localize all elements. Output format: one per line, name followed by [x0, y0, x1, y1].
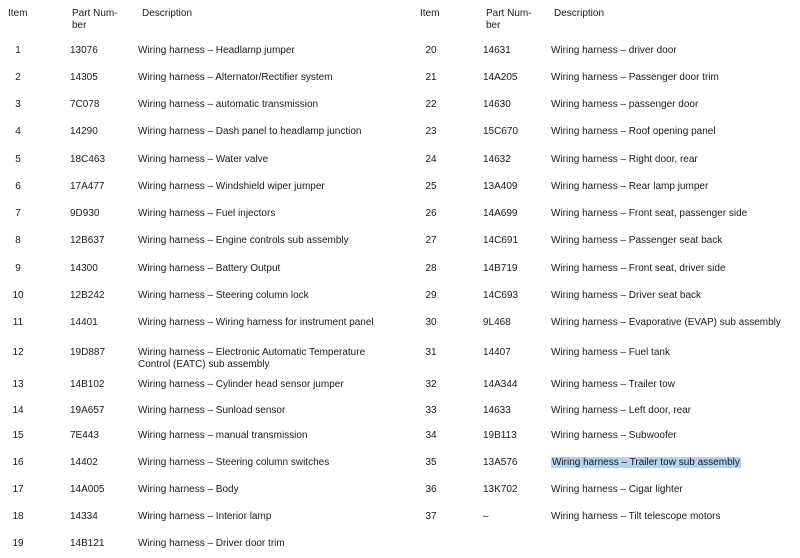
left-item-number: 12 [12, 347, 24, 358]
right-item-number: 34 [425, 430, 437, 441]
left-item-number: 7 [15, 208, 21, 219]
right-item-number: 30 [425, 317, 437, 328]
left-header-description: Description [142, 8, 193, 19]
left-description: Wiring harness – automatic transmission [138, 99, 319, 110]
right-description: Wiring harness – Tilt telescope motors [551, 511, 721, 522]
right-description: Wiring harness – driver door [551, 45, 677, 56]
left-item-number: 2 [15, 72, 21, 83]
right-item-number: 22 [425, 99, 437, 110]
right-item-number: 36 [425, 484, 437, 495]
right-header-item: Item [420, 8, 440, 19]
left-description: Wiring harness – Body [138, 484, 239, 495]
left-description: Wiring harness – Steering column lock [138, 290, 309, 301]
right-part-number: 14A344 [483, 379, 518, 390]
left-part-number: 14B102 [70, 379, 105, 390]
left-description: Wiring harness – Windshield wiper jumper [138, 181, 325, 192]
right-part-number: 14A205 [483, 72, 518, 83]
right-description: Wiring harness – Roof opening panel [551, 126, 716, 137]
right-part-number: 14630 [483, 99, 511, 110]
left-description: Wiring harness – Sunload sensor [138, 405, 286, 416]
right-item-number: 26 [425, 208, 437, 219]
selected-text-highlight: Wiring harness – Trailer tow sub assembly [552, 457, 740, 468]
left-header-part-number-line2: ber [72, 20, 87, 31]
left-item-number: 11 [12, 317, 24, 328]
right-item-number: 35 [425, 457, 437, 468]
left-description: Wiring harness – Wiring harness for instrument panel [138, 317, 374, 328]
left-description: Wiring harness – Headlamp jumper [138, 45, 295, 56]
right-part-number: 14632 [483, 154, 511, 165]
left-item-number: 5 [15, 154, 21, 165]
right-item-number: 25 [425, 181, 437, 192]
right-description: Wiring harness – Left door, rear [551, 405, 692, 416]
left-item-number: 15 [12, 430, 24, 441]
right-description: Wiring harness – Front seat, driver side [551, 263, 726, 274]
right-part-number: 14633 [483, 405, 511, 416]
left-part-number: 18C463 [70, 154, 106, 165]
left-description: Wiring harness – Driver door trim [138, 538, 285, 549]
right-header-part-number [486, 8, 532, 32]
right-part-number: 13A409 [483, 181, 518, 192]
left-part-number: 19A657 [70, 405, 105, 416]
right-item-number: 27 [425, 235, 437, 246]
right-description: Wiring harness – Evaporative (EVAP) sub assembly [551, 317, 781, 328]
right-description: Wiring harness – Rear lamp jumper [551, 181, 709, 192]
left-description: Wiring harness – Cylinder head sensor jumper [138, 379, 344, 390]
right-description: Wiring harness – Front seat, passenger side [551, 208, 748, 219]
left-item-number: 10 [12, 290, 24, 301]
right-part-number: 14C691 [483, 235, 519, 246]
right-item-number: 29 [425, 290, 437, 301]
left-header-part-number-line1: Part Num- [72, 8, 118, 19]
right-part-number: 14C693 [483, 290, 519, 301]
right-description: Wiring harness – Fuel tank [551, 347, 670, 358]
right-item-number: 33 [425, 405, 437, 416]
left-item-number: 16 [12, 457, 24, 468]
right-part-number: 14A699 [483, 208, 518, 219]
right-part-number: 15C670 [483, 126, 519, 137]
left-item-number: 13 [12, 379, 24, 390]
left-part-number: 14334 [70, 511, 98, 522]
right-description: Wiring harness – Trailer tow [551, 379, 675, 390]
left-part-number: 7E443 [70, 430, 99, 441]
left-description: Wiring harness – Water valve [138, 154, 269, 165]
left-header-item: Item [8, 8, 28, 19]
right-part-number: 13K702 [483, 484, 518, 495]
left-item-number: 3 [15, 99, 21, 110]
right-part-number: – [483, 511, 489, 522]
left-description: Wiring harness – Electronic Automatic Temperature Control (EATC) sub assembly [138, 347, 366, 370]
left-description: Wiring harness – Steering column switches [138, 457, 330, 468]
right-part-number: 13A576 [483, 457, 518, 468]
left-description: Wiring harness – Interior lamp [138, 511, 272, 522]
right-header-part-number-line2: ber [486, 20, 501, 31]
left-item-number: 6 [15, 181, 21, 192]
right-item-number: 20 [425, 45, 437, 56]
left-description: Wiring harness – manual transmission [138, 430, 308, 441]
left-item-number: 9 [15, 263, 21, 274]
left-part-number: 14A005 [70, 484, 105, 495]
right-header-description: Description [554, 8, 605, 19]
right-description: Wiring harness – Cigar lighter [551, 484, 683, 495]
left-item-number: 19 [12, 538, 24, 549]
left-part-number: 9D930 [70, 208, 100, 219]
right-description: Wiring harness – Subwoofer [551, 430, 677, 441]
right-item-number: 21 [425, 72, 437, 83]
right-description: Wiring harness – Driver seat back [551, 290, 702, 301]
right-part-number: 19B113 [483, 430, 517, 441]
left-part-number: 12B637 [70, 235, 105, 246]
left-part-number: 14290 [70, 126, 98, 137]
right-description [551, 457, 800, 469]
left-part-number: 12B242 [70, 290, 105, 301]
left-item-number: 18 [12, 511, 24, 522]
right-item-number: 24 [425, 154, 437, 165]
right-description: Wiring harness – Passenger door trim [551, 72, 719, 83]
right-description: Wiring harness – Right door, rear [551, 154, 698, 165]
left-item-number: 8 [15, 235, 21, 246]
left-part-number: 14B121 [70, 538, 105, 549]
right-header-part-number-line1: Part Num- [486, 8, 532, 19]
right-item-number: 32 [425, 379, 437, 390]
left-description: Wiring harness – Battery Output [138, 263, 281, 274]
right-part-number: 14B719 [483, 263, 518, 274]
right-item-number: 31 [425, 347, 437, 358]
right-description: Wiring harness – passenger door [551, 99, 699, 110]
left-description: Wiring harness – Dash panel to headlamp junction [138, 126, 362, 137]
right-part-number: 14631 [483, 45, 511, 56]
left-part-number: 14402 [70, 457, 98, 468]
left-item-number: 17 [12, 484, 24, 495]
left-part-number: 14305 [70, 72, 98, 83]
left-part-number: 14300 [70, 263, 98, 274]
left-part-number: 13076 [70, 45, 98, 56]
right-part-number: 14407 [483, 347, 511, 358]
left-part-number: 14401 [70, 317, 98, 328]
right-description: Wiring harness – Passenger seat back [551, 235, 723, 246]
left-item-number: 14 [12, 405, 24, 416]
left-part-number: 19D887 [70, 347, 106, 358]
left-item-number: 4 [15, 126, 21, 137]
right-item-number: 23 [425, 126, 437, 137]
left-item-number: 1 [15, 45, 21, 56]
left-header-part-number [72, 8, 118, 32]
right-item-number: 28 [425, 263, 437, 274]
left-description: Wiring harness – Engine controls sub assembly [138, 235, 349, 246]
left-part-number: 17A477 [70, 181, 105, 192]
right-item-number: 37 [425, 511, 437, 522]
right-part-number: 9L468 [483, 317, 511, 328]
left-description: Wiring harness – Fuel injectors [138, 208, 276, 219]
left-description: Wiring harness – Alternator/Rectifier system [138, 72, 333, 83]
left-part-number: 7C078 [70, 99, 100, 110]
